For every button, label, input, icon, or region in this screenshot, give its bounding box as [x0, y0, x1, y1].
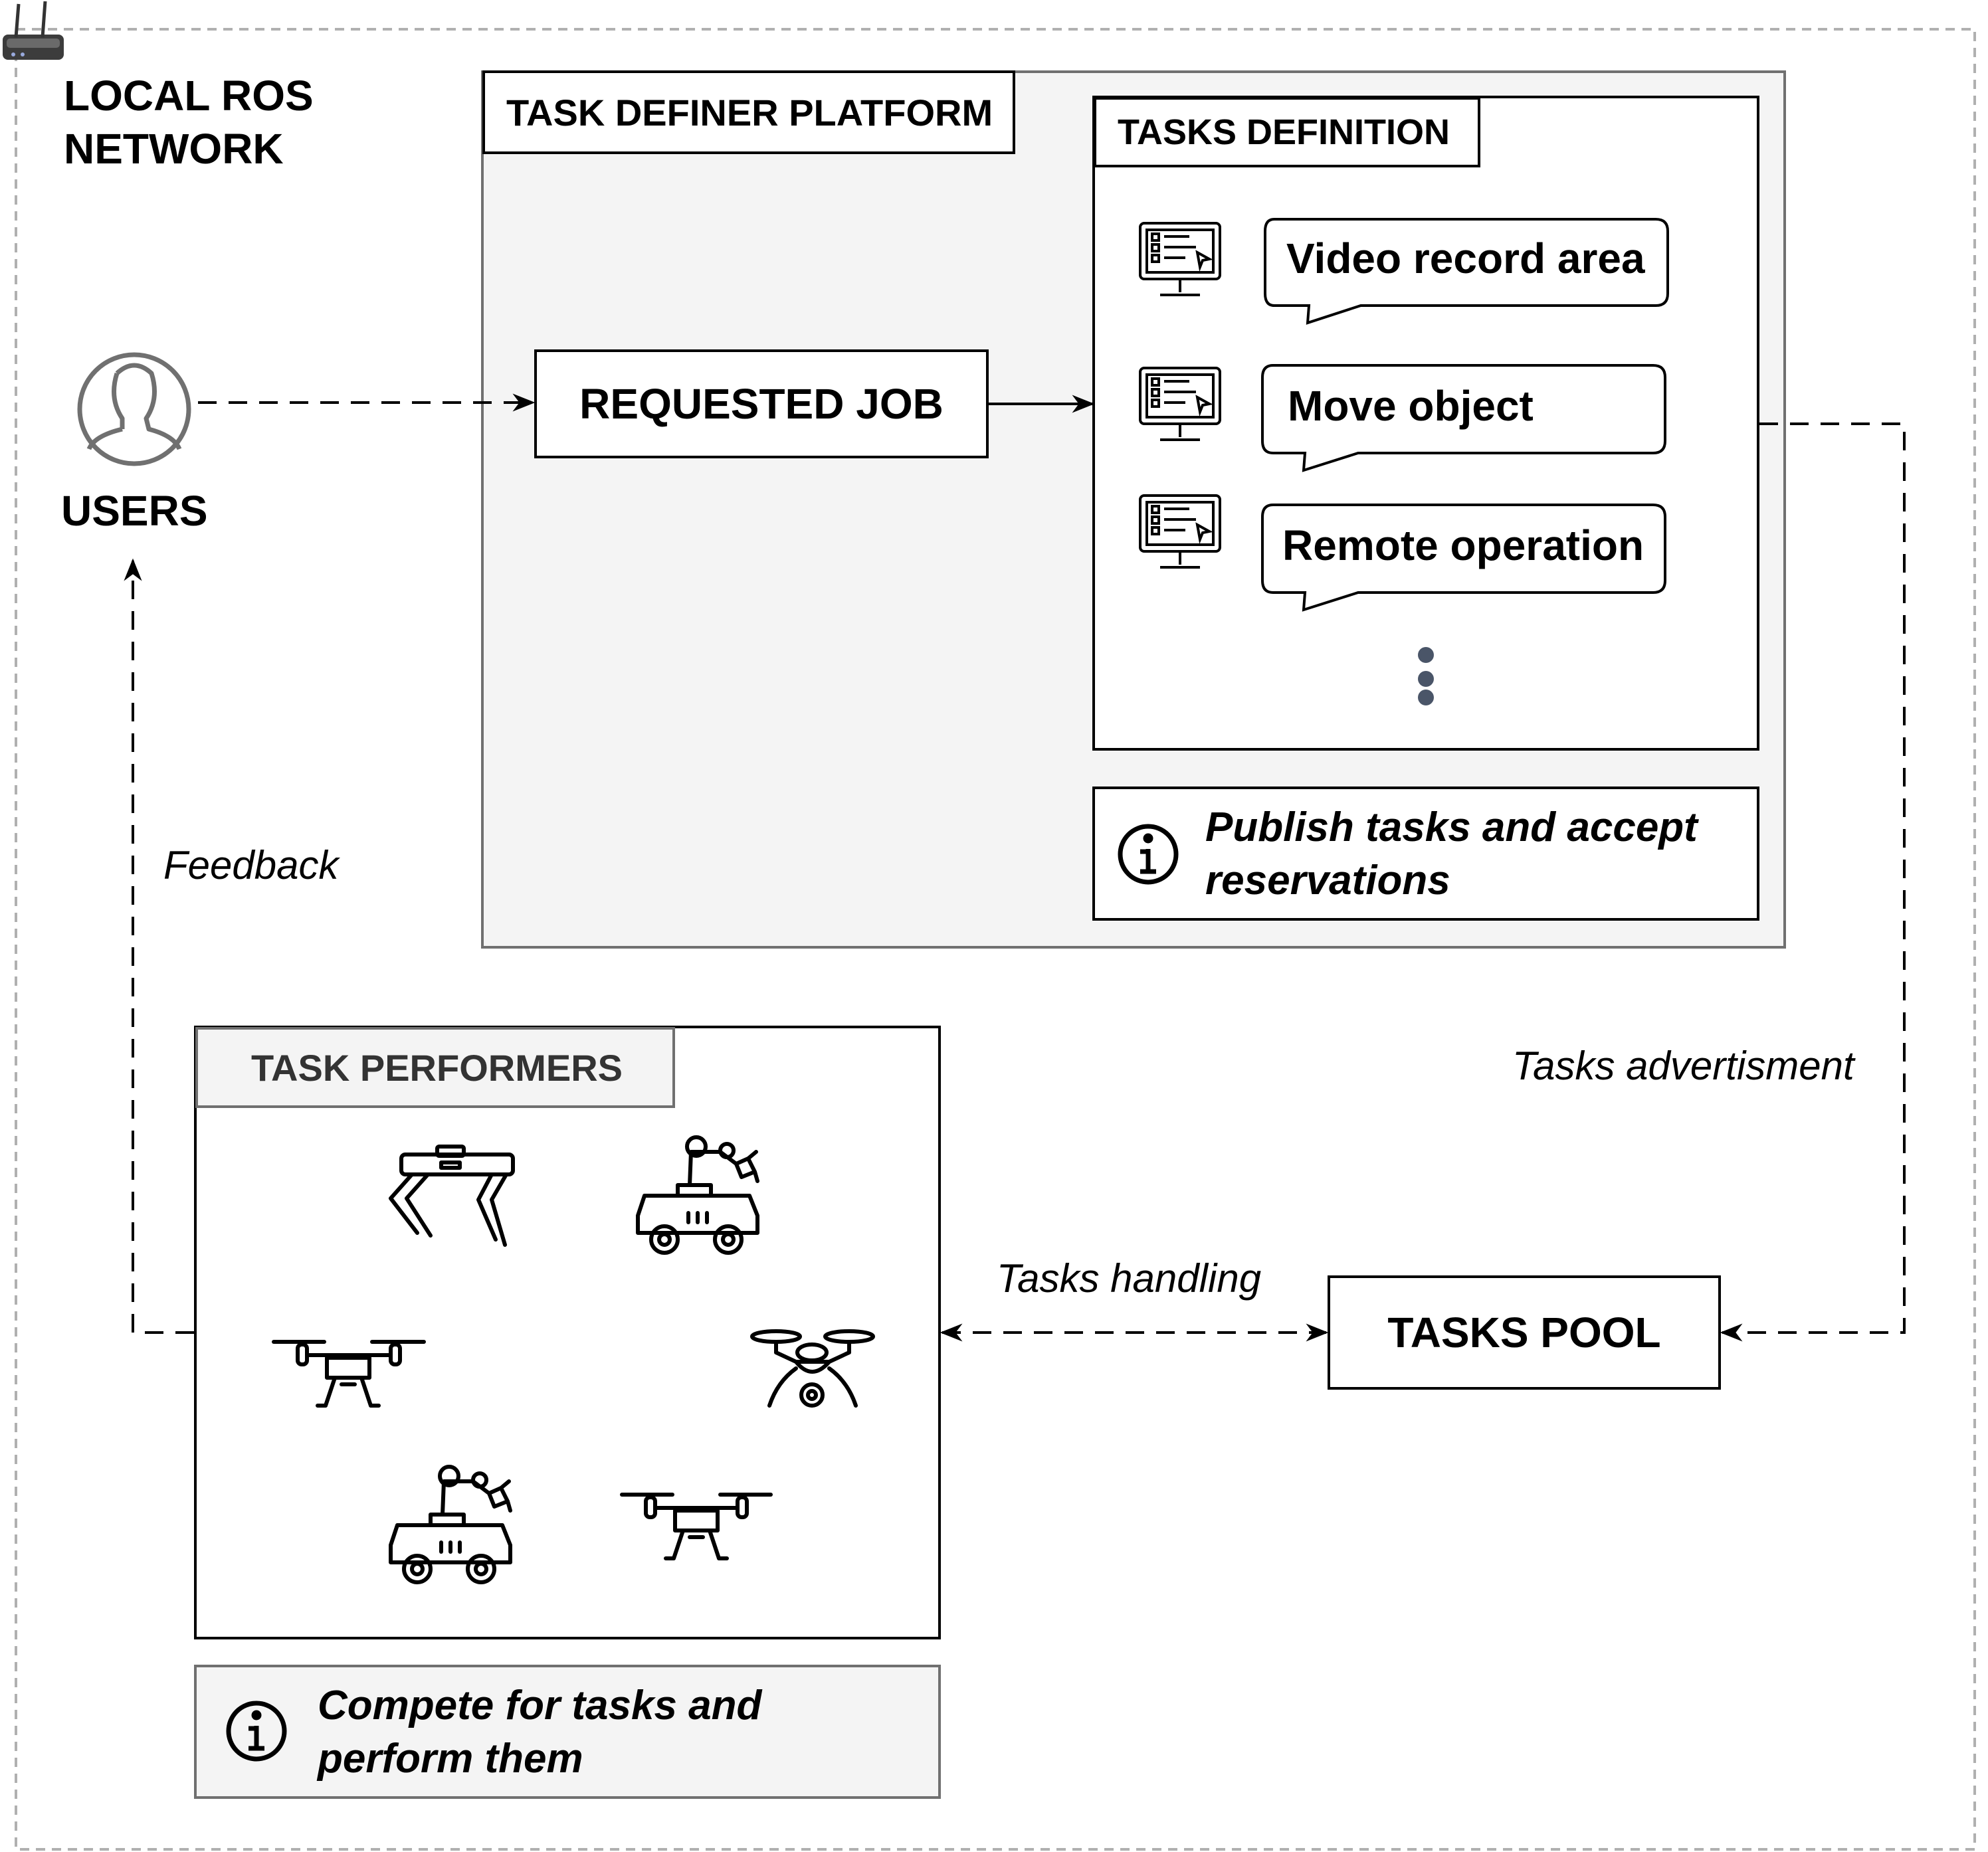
- platform-info-line1: Publish tasks and accept: [1205, 804, 1698, 850]
- tasks-definition-header: TASKS DEFINITION: [1094, 97, 1480, 167]
- platform-info-text: [1205, 801, 1750, 907]
- feedback-label: Feedback: [163, 843, 339, 887]
- requested-job-label: REQUESTED JOB: [579, 380, 944, 428]
- network-title: [64, 69, 396, 175]
- vertical-ellipsis-icon: [1418, 647, 1434, 705]
- performers-info-line2: perform them: [318, 1736, 583, 1782]
- platform-info-line2: reservations: [1205, 858, 1450, 903]
- network-title-line2: NETWORK: [64, 125, 284, 173]
- platform-header: TASK DEFINER PLATFORM: [482, 70, 1015, 154]
- tasks-pool-label: TASKS POOL: [1387, 1309, 1661, 1356]
- network-title-line1: LOCAL ROS: [64, 72, 314, 120]
- tasks-advertisement-label: Tasks advertisment: [1512, 1044, 1854, 1088]
- user-icon: [80, 355, 189, 464]
- task-item-video-record-area: Video record area: [1286, 234, 1645, 282]
- users-label: USERS: [61, 487, 208, 535]
- task-item-move-object: Move object: [1288, 382, 1534, 430]
- tasks-handling-label: Tasks handling: [997, 1256, 1262, 1301]
- performers-info-text: [318, 1679, 916, 1786]
- edge-feedback: [133, 561, 194, 1333]
- performers-info-line1: Compete for tasks and: [318, 1683, 762, 1728]
- performers-header: TASK PERFORMERS: [195, 1027, 675, 1108]
- task-item-remote-operation: Remote operation: [1282, 521, 1644, 569]
